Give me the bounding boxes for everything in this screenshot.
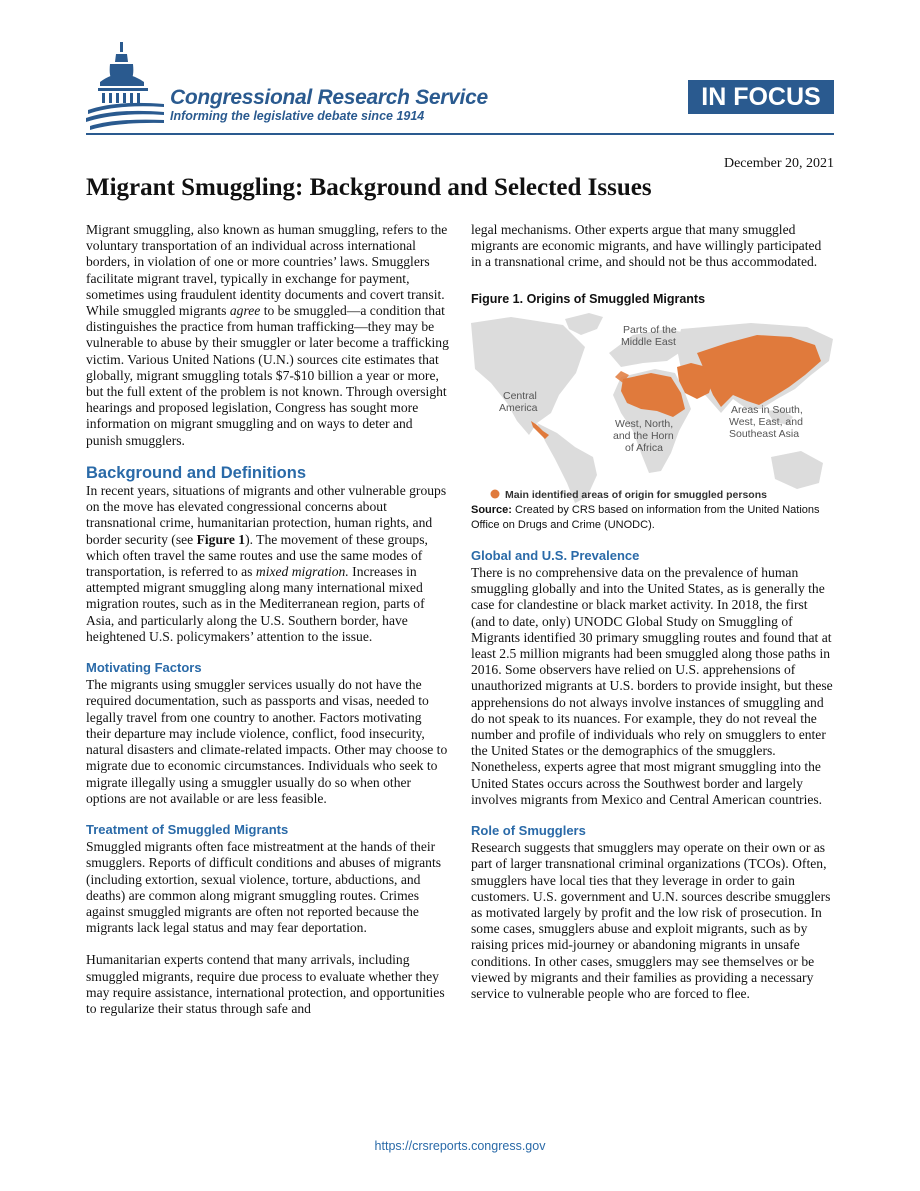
map-label-middle-east-2: Middle East <box>621 335 676 348</box>
origins-map <box>471 313 834 503</box>
left-column <box>86 222 449 1017</box>
humanitarian-paragraph-continued: legal mechanisms. Other experts argue that many smuggled migrants are economic migrants, and have willingly participated in a transnational crime, and should not be thus accommodated. <box>471 222 822 270</box>
map-label-asia-2: West, East, and <box>729 415 803 428</box>
background-paragraph: In recent years, situations of migrants and other vulnerable groups on the move has elevated congressional concerns about transnational crime, humanitarian protection, human rights, and border security (see Figure 1). The movement of these groups, which often travel the same routes and use the same modes of transportation, is referred to as mixed migration. Increases in attempted migrant smuggling along many international mixed migration routes, such as in the Mediterranean region, parts of Asia, and particularly along the U.S. Southern border, have heightened U.S. policymakers’ attention to the issue. <box>86 483 447 644</box>
page-title: Migrant Smuggling: Background and Selected Issues <box>86 174 652 201</box>
smugglers-paragraph: Research suggests that smugglers may operate on their own or as part of larger transnational criminal organizations (TCOs). Often, smugglers have local ties that they leverage in order to gain customers. U.S. government and U.N. sources describe smugglers as motivated largely by profit and the low risk of prosecution. In some cases, smugglers abuse and exploit migrants, such as by raising prices mid-journey or abandoning migrants in unsafe conditions. In other cases, smugglers may see themselves or be viewed by migrants and their families as providing a necessary service to vulnerable people who are forced to flee. <box>471 840 831 1002</box>
figure-reference: Figure 1 <box>196 531 246 547</box>
map-label-asia-3: Southeast Asia <box>729 427 800 440</box>
capitol-dome-icon <box>86 40 166 132</box>
map-label-middle-east-1: Parts of the <box>623 323 677 336</box>
figure-title: Figure 1. Origins of Smuggled Migrants <box>471 291 706 306</box>
org-name: Congressional Research Service <box>170 86 488 109</box>
map-label-africa-2: and the Horn <box>613 429 674 442</box>
in-focus-badge: IN FOCUS <box>688 80 834 114</box>
map-label-central-america-1: Central <box>503 389 537 402</box>
figure-source: Source: Created by CRS based on information from the United Nations Office on Drugs and Crime (UNODC). <box>471 503 820 531</box>
background-heading: Background and Definitions <box>86 463 307 482</box>
right-column <box>471 222 834 1002</box>
smugglers-heading: Role of Smugglers <box>471 823 586 839</box>
header-divider <box>86 133 834 135</box>
treatment-heading: Treatment of Smuggled Migrants <box>86 821 289 837</box>
map-label-africa-1: West, North, <box>615 417 674 430</box>
map-label-africa-3: of Africa <box>625 441 663 454</box>
humanitarian-paragraph: Humanitarian experts contend that many arrivals, including smuggled migrants, require due process to evaluate whether they may require assistance, international protection, and opportunities to regularize their status through safe and <box>86 952 445 1016</box>
intro-paragraph: Migrant smuggling, also known as human smuggling, refers to the voluntary transportation of an individual across international borders, in violation of one or more countries’ laws. Smugglers facilitate migrant travel, typically in exchange for payment, sometimes using fraudulent identity documents and covert transit. While smuggled migrants agree to be smuggled—a condition that distinguishes the practice from human trafficking—they may be vulnerable to abuse by their smuggler or later become a trafficking victim. Various United Nations (U.N.) sources cite estimates that globally, migrant smuggling totals $7-$10 billion a year or more, but the full extent of the problem is not known. Through oversight hearings and proposed legislation, Congress has sought more information on migrant smuggling and on ways to deter and punish smugglers. <box>86 222 449 448</box>
footer-url[interactable]: https://crsreports.congress.gov <box>374 1139 546 1153</box>
motivating-paragraph: The migrants using smuggler services usually do not have the required documentation, such as passports and visas, needed to legally travel from one country to another. Factors motivating their departure may include violence, conflict, food insecurity, natural disasters and climate-related impacts. Other may choose to migrate due to economic circumstances. Individuals who seek to migrate illegally using a smuggler usually do so when other options are not available or are less feasible. <box>86 677 448 806</box>
header <box>0 0 920 140</box>
publication-date: December 20, 2021 <box>723 156 834 171</box>
map-label-asia-1: Areas in South, <box>731 403 803 416</box>
prevalence-paragraph: There is no comprehensive data on the prevalence of human smuggling globally and into the United States, as is generally the case for clandestine or black market activity. In 2018, the first (and to date, only) UNODC Global Study on Smuggling of Migrants identified 30 primary smuggling routes and found that at least 2.5 million migrants had been smuggled along those paths in 2016. Some observers have relied on U.S. apprehensions of unauthorized migrants at U.S. borders to provide insight, but these apprehensions do not always involve instances of smuggling and do not speak to its nuances. For example, they do not reveal the number and profile of individuals who rely on smugglers to enter the United States or the demographics of the smugglers. Nonetheless, experts agree that most migrant smuggling into the United States occurs across the Southwest border and largely involves migrants from Mexico and Central American countries. <box>471 565 833 807</box>
map-label-central-america-2: America <box>499 401 538 414</box>
prevalence-heading: Global and U.S. Prevalence <box>471 547 640 563</box>
org-tagline: Informing the legislative debate since 1914 <box>170 109 425 123</box>
legend-swatch <box>491 489 500 498</box>
map-legend: Main identified areas of origin for smuggled persons <box>505 488 767 501</box>
motivating-heading: Motivating Factors <box>86 660 202 676</box>
treatment-paragraph: Smuggled migrants often face mistreatment at the hands of their smugglers. Reports of difficult conditions and abuses of migrants (including extortion, sexual violence, torture, abductions, and deaths) are common along migrant smuggling routes. Crimes against smuggled migrants are often not reported because the migrants lack legal status and may fear deportation. <box>86 839 442 936</box>
